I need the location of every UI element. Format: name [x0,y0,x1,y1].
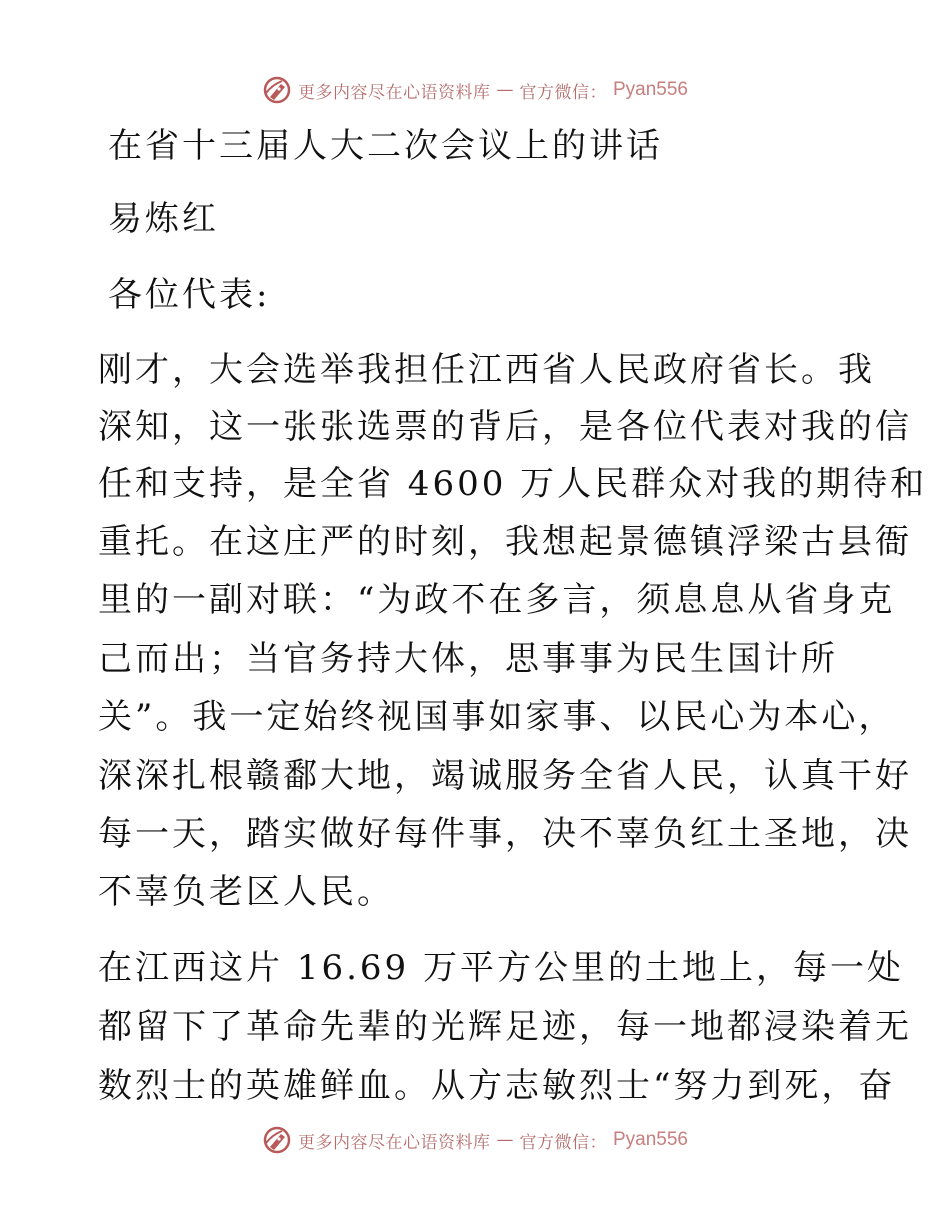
paragraph-line: 深深扎根赣鄱大地，竭诚服务全省人民，认真干好 [98,756,912,796]
paragraph-line: 在江西这片 16.69 万平方公里的土地上，每一处 [98,948,904,988]
footer-watermark [0,1120,950,1160]
watermark-text: 更多内容尽在心语资料库 [297,1132,491,1153]
watermark-account-id: Pyan556 [612,79,688,100]
paragraph-line: 数烈士的英雄鲜血。从方志敏烈士“努力到死，奋 [98,1066,896,1106]
header-watermark [0,70,950,110]
document-salutation: 各位代表: [108,275,271,315]
paragraph-line: 任和支持，是全省 4600 万人民群众对我的期待和 [98,464,928,504]
paragraph-line: 关”。我一定始终视国事如家事、以民心为本心， [98,697,896,737]
paragraph-line: 深知，这一张张选票的背后，是各位代表对我的信 [98,407,912,447]
watermark-separator: — [496,1130,514,1150]
document-author: 易炼红 [108,199,219,239]
watermark-account-id: Pyan556 [612,1129,688,1150]
watermark-separator: — [496,80,514,100]
pen-nib-logo-icon [262,1125,292,1155]
paragraph-line: 刚才，大会选举我担任江西省人民政府省长。我 [98,350,875,390]
paragraph-line: 都留下了革命先辈的光辉足迹，每一地都浸染着无 [98,1007,912,1047]
watermark-account-label: 官方微信： [519,82,607,103]
watermark-text: 更多内容尽在心语资料库 [297,82,491,103]
paragraph-line: 每一天，踏实做好每件事，决不辜负红土圣地，决 [98,814,912,854]
watermark-account-label: 官方微信： [519,1132,607,1153]
paragraph-line: 不辜负老区人民。 [98,872,394,912]
paragraph-line: 里的一副对联：“为政不在多言，须息息从省身克 [98,580,896,620]
paragraph-line: 重托。在这庄严的时刻，我想起景德镇浮梁古县衙 [98,522,912,562]
document-title: 在省十三届人大二次会议上的讲话 [108,126,663,166]
paragraph-line: 己而出；当官务持大体，思事事为民生国计所 [98,639,838,679]
pen-nib-logo-icon [262,75,292,105]
